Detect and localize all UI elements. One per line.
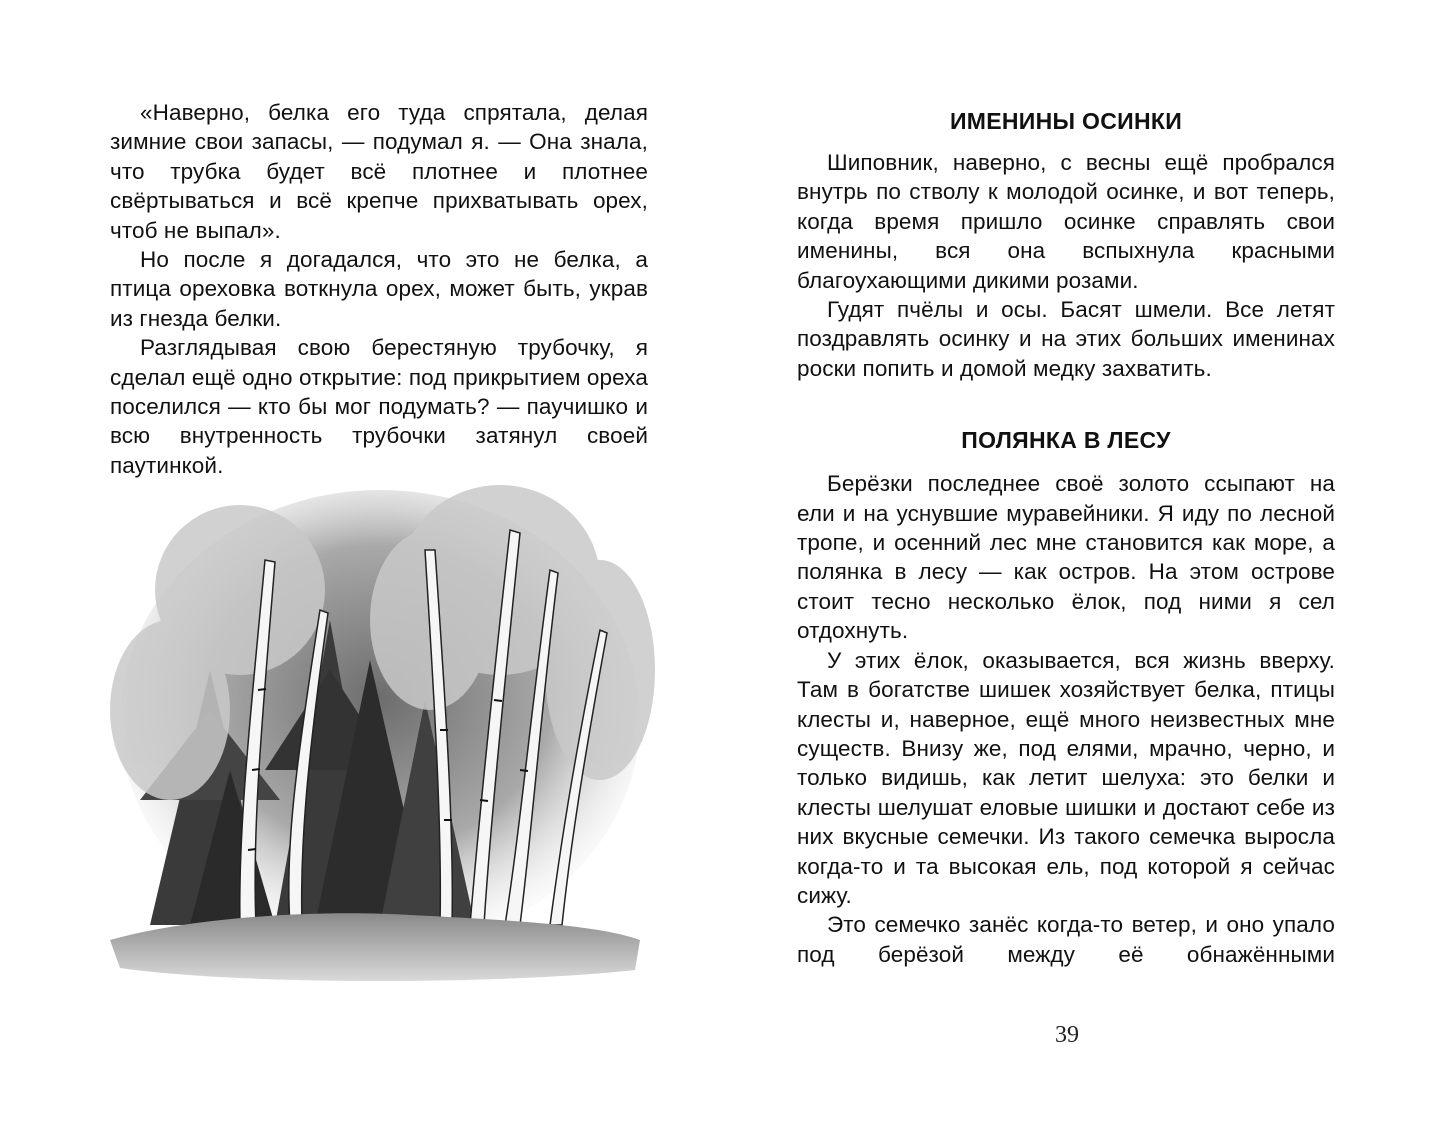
right-paragraph-3: Берёзки последнее своё золото ссыпают на ели и на уснувшие муравейники. Я иду по лесной тропе, и осенний лес мне становится как море, а полянка в лесу — как остров. На этом острове стоит тесно несколько ёлок, под ними я сел отдохнуть. <box>797 471 1335 644</box>
section-title-clearing: ПОЛЯНКА В ЛЕСУ <box>961 427 1171 454</box>
right-paragraph-5: Это семечко занёс когда-то ветер, и оно упало под берёзой между её обнажёнными <box>797 912 1335 967</box>
right-paragraph-1: Шиповник, наверно, с весны ещё пробрался внутрь по стволу к молодой осинке, и вот теперь, когда время пришло осинке справлять свои именины, вся она вспыхнула красными благоухающими дикими розами. <box>797 150 1335 293</box>
left-paragraph-3: Разглядывая свою берестяную трубочку, я сделал ещё одно открытие: под прикрытием ореха поселился — кто бы мог подумать? — паучишко и всю внутренность трубочки затянул своей паутинкой. <box>110 335 648 478</box>
section-title-name-day: ИМЕНИНЫ ОСИНКИ <box>949 108 1183 134</box>
left-paragraph-2: Но после я догадался, что это не белка, а птица ореховка воткнула орех, может быть, украв из гнезда белки. <box>110 247 648 331</box>
right-page <box>797 98 1335 969</box>
page-number: 39 <box>1055 1022 1079 1048</box>
forest-illustration <box>80 470 660 995</box>
right-paragraph-4: У этих ёлок, оказывается, вся жизнь вверху. Там в богатстве шишек хозяйствует белка, птицы клесты и, наверное, ещё много неизвестных мне существ. Внизу же, под елями, мрачно, черно, и только видишь, как летит шелуха: это белки и клесты шелушат еловые шишки и достают себе из них вкусные семечки. Из такого семечка выросла когда-то и та высокая ель, под которой я сейчас сижу. <box>797 647 1335 908</box>
left-paragraph-1: «Наверно, белка его туда спрятала, делая зимние свои запасы, — подумал я. — Она знала, что трубка будет всё плотнее и плотнее свёртываться и всё крепче прихватывать орех, чтоб не выпал». <box>110 100 648 243</box>
left-page <box>110 98 648 480</box>
right-paragraph-2: Гудят пчёлы и осы. Басят шмели. Все летят поздравлять осинку и на этих больших именинах роски попить и домой медку захватить. <box>797 297 1335 381</box>
